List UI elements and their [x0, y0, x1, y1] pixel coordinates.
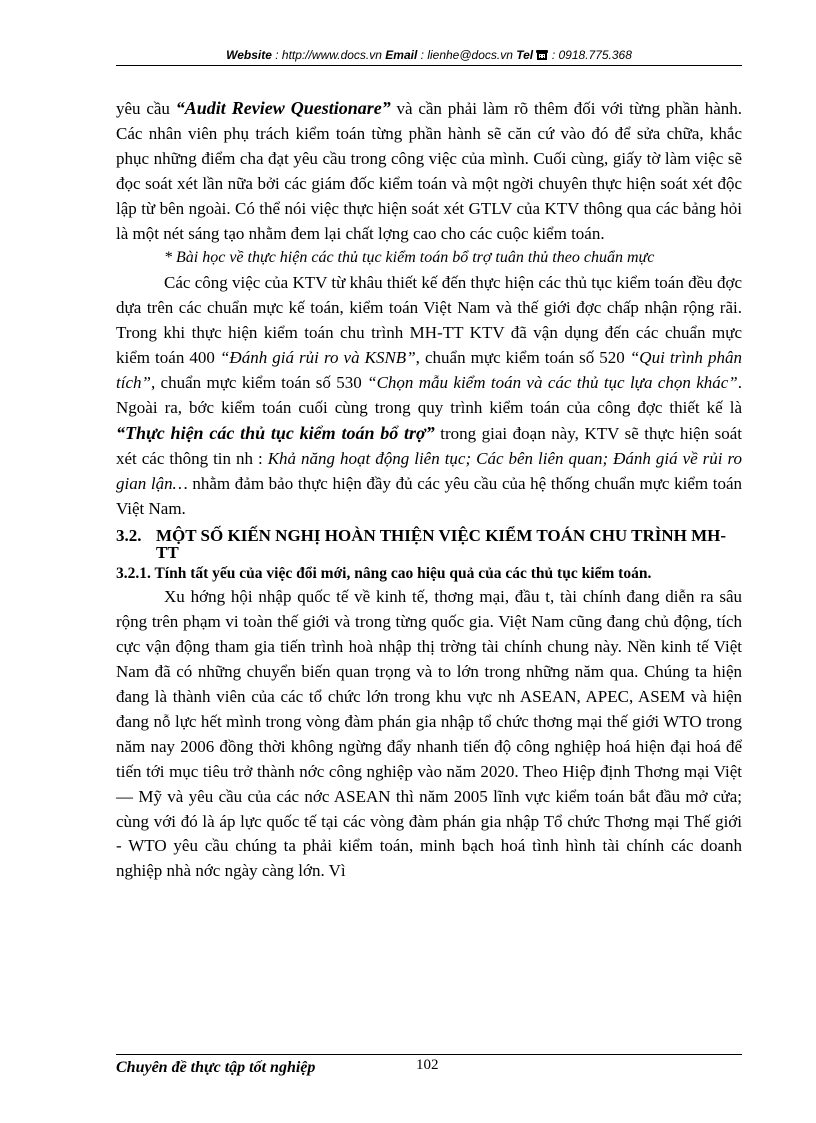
p2-text-c: , chuẩn mực kiểm toán số 530	[150, 372, 368, 392]
section-heading	[116, 527, 742, 561]
p2-text-a: Các công việc của KTV từ khâu thiết kế đến thực hiện các thủ tục kiểm toán đều đợc dựa trên các chuẩn mực kế toán, kiểm toán Việt Nam và thế giới đợc chấp nhận rộng rãi. Trong khi thực hiện kiểm toán chu trình MH-TT KTV đã vận dụng đến các chuẩn mực kiểm toán 400	[116, 273, 742, 368]
email-label: Email	[385, 48, 418, 62]
paragraph-3: Xu hớng hội nhập quốc tế về kinh tế, thơng mại, đầu t, tài chính đang diễn ra sâu rộng trên phạm vi toàn thế giới và trong từng quốc gia. Việt Nam cũng đang chủ động, tích cực vận động tham gia tiến trình hoà nhập thị trờng tài chính chung này. Nền kinh tế Việt Nam đã có những chuyển biến quan trọng và to lớn trong những năm qua. Chúng ta hiện đang là thành viên của các tổ chức lớn trong khu vực nh ASEAN, APEC, ASEM và hiện đang nỗ lực hết mình trong vòng đàm phán gia nhập tổ chức thơng mại thế giới WTO trong năm nay 2006 đồng thời không ngừng đẩy nhanh tiến độ công nghiệp hoá hiện đại hoá để tiến tới mục tiêu trở thành nớc công nghiệp vào năm 2020. Theo Hiệp định Thơng mại Việt — Mỹ và yêu cầu của các nớc ASEAN thì năm 2005 lĩnh vực kiểm toán bắt đầu mở cửa; cùng với đó là áp lực quốc tế tại các vòng đàm phán gia nhập Tổ chức Thơng mại Thế giới - WTO yêu cầu chúng ta phải kiểm toán, minh bạch hoá tình hình tài chính các doanh nghiệp nhà nớc ngày càng lớn. Vì	[116, 587, 742, 881]
p2-text-d: . Ngoài ra, bớc kiểm toán cuối cùng trong quy trình kiểm toán của công đợc thiết kế là	[116, 372, 742, 417]
footer-divider	[116, 1054, 742, 1055]
p2-text-e: trong giai đoạn này, KTV sẽ thực hiện soát xét các thông tin nh :	[116, 423, 742, 468]
subsection-heading: 3.2.1. Tính tất yếu của việc đổi mới, nâng cao hiệu quả của các thủ tục kiểm toán.	[116, 565, 652, 583]
website-label: Website	[226, 48, 272, 62]
tel-number: 0918.775.368	[558, 48, 632, 62]
page-header	[116, 48, 742, 65]
p2-text-f: nhằm đảm bảo thực hiện đầy đủ các yêu cầu của hệ thống chuẩn mực kiểm toán Việt Nam.	[116, 473, 742, 518]
tel-separator: :	[548, 48, 559, 62]
header-divider	[116, 65, 742, 66]
email-separator: :	[417, 48, 428, 62]
page-content	[116, 96, 742, 884]
footer-title: Chuyên đề thực tập tốt nghiệp	[116, 1059, 316, 1076]
p1-text-a: yêu cầu	[116, 99, 176, 118]
tel-label: Tel	[516, 48, 534, 62]
p2-text-b: , chuẩn mực kiểm toán số 520	[415, 348, 630, 368]
p1-quote: “Audit Review Questionare”	[175, 98, 391, 118]
p2-quote-4: “Thực hiện các thủ tục kiểm toán bổ trợ”	[116, 422, 435, 443]
p2-quote-2: “Qui trình phân tích”	[116, 348, 742, 392]
p2-quote-5: Khả năng hoạt động liên tục; Các bên liên quan; Đánh giá về rủi ro gian lận…	[116, 448, 742, 493]
website-separator: :	[271, 48, 282, 62]
page-number: 102	[416, 1057, 439, 1073]
email-link[interactable]: lienhe@docs.vn	[427, 48, 513, 62]
paragraph-2	[116, 271, 742, 521]
lesson-heading: * Bài học về thực hiện các thủ tục kiểm toán bổ trợ tuân thủ theo chuẩn mực	[164, 249, 655, 267]
phone-icon	[536, 49, 548, 65]
section-number: 3.2.	[116, 526, 142, 546]
p1-text-b: và cần phải làm rõ thêm đối với từng phần hành. Các nhân viên phụ trách kiểm toán từng phần hành sẽ căn cứ vào đó để sửa chữa, khắc phục những điểm cha đạt yêu cầu trong công việc của mình. Cuối cùng, giấy tờ làm việc sẽ đọc soát xét lần nữa bởi các giám đốc kiểm toán và một ngời chuyên thực hiện soát xét độc lập từ bên ngoài. Có thể nói việc thực hiện soát xét GTLV của KTV thông qua các bảng hỏi là một nét sáng tạo nhằm đem lại chất lợng cao cho các cuộc kiểm toán.	[116, 99, 743, 243]
p2-quote-1: “Đánh giá rủi ro và KSNB”	[219, 348, 416, 368]
website-link[interactable]: http://www.docs.vn	[281, 48, 382, 62]
paragraph-1	[116, 96, 742, 246]
p2-quote-3: “Chọn mẫu kiểm toán và các thủ tục lựa chọn khác”	[367, 372, 738, 392]
section-title: MỘT SỐ KIẾN NGHỊ HOÀN THIỆN VIỆC KIỂM TOÁN CHU TRÌNH MH-TT	[156, 526, 727, 563]
